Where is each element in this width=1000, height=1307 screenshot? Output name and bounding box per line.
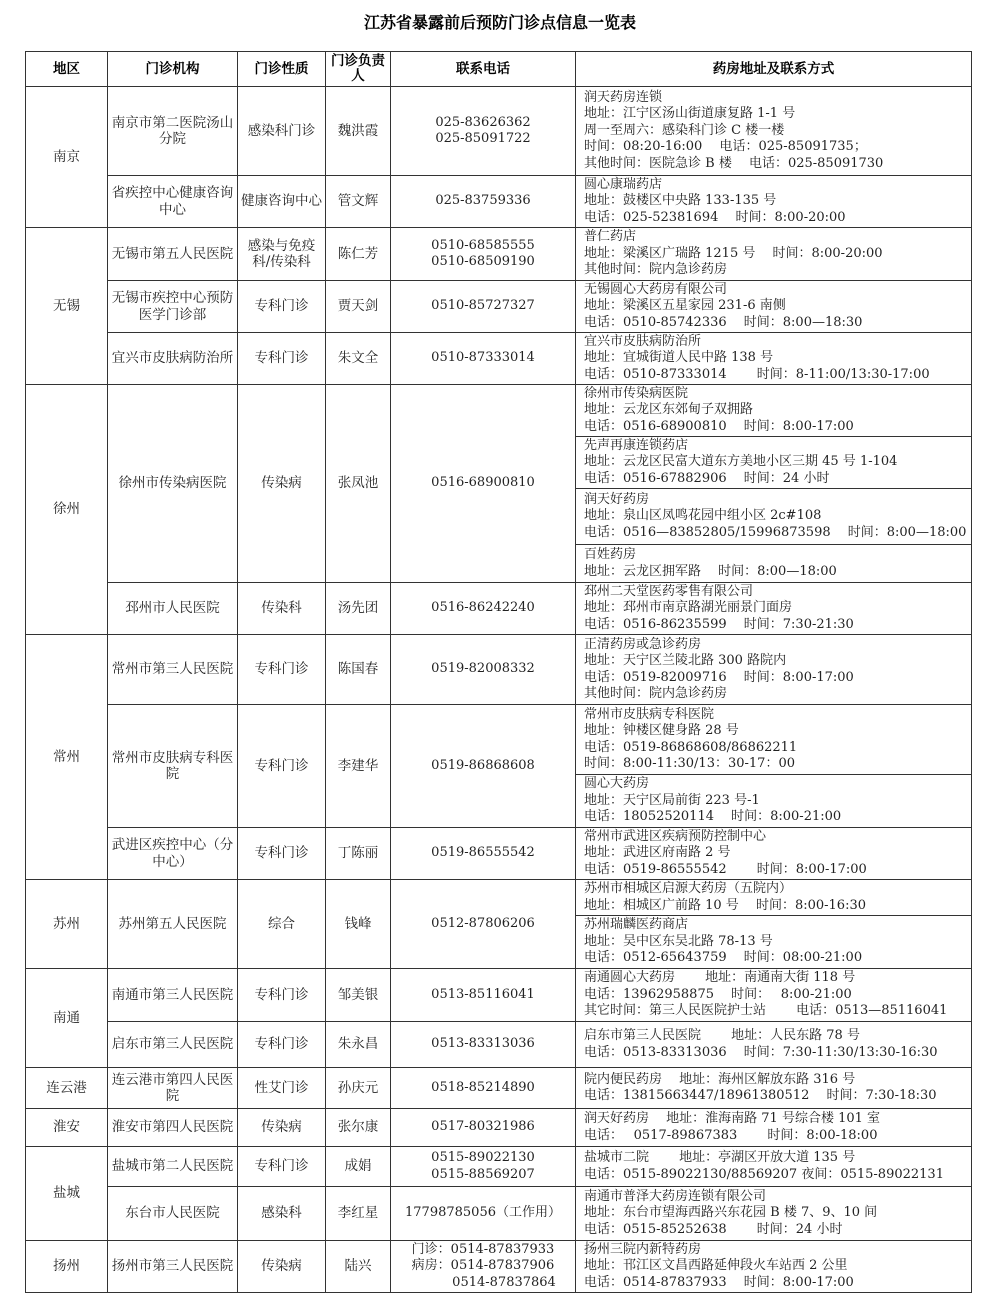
- pharmacy-line: 南通市普泽大药房连锁有限公司: [584, 1188, 767, 1204]
- clinic-head: 朱文全: [326, 333, 391, 385]
- table-row: [26, 228, 972, 281]
- clinic-phone: 0519-82008332: [391, 635, 576, 705]
- pharmacy-line: 邳州二天堂医药零售有限公司: [584, 583, 754, 599]
- pharmacy-line: 地址：武进区府南路 2 号: [584, 845, 731, 861]
- pharmacy-line: 电话：0512-65643759 时间：08:00-21:00: [584, 950, 863, 966]
- pharmacy-info: [576, 880, 972, 916]
- clinic-phone: 0512-87806206: [391, 880, 576, 969]
- clinic-type: 专科门诊: [238, 1022, 326, 1068]
- clinic-org: 常州市第三人民医院: [108, 635, 238, 705]
- clinic-head: 贾天剑: [326, 281, 391, 333]
- pharmacy-line: 宜兴市皮肤病防治所: [584, 333, 702, 349]
- pharmacy-info: [576, 1068, 972, 1109]
- pharmacy-line: 地址：东台市望海西路兴东花园 B 楼 7、9、10 间: [584, 1205, 878, 1221]
- clinic-org: 邳州市人民医院: [108, 583, 238, 635]
- pharmacy-line: 润天好药房 地址：淮海南路 71 号综合楼 101 室: [584, 1111, 881, 1126]
- pharmacy-line: 时间：8:00-11:30/13：30-17：00: [584, 756, 795, 771]
- clinic-head: 管文辉: [326, 176, 391, 228]
- pharmacy-line: 百姓药房: [584, 547, 637, 562]
- pharmacy-info: [576, 775, 972, 828]
- pharmacy-line: 其他时间：医院急诊 B 楼 电话：025-85091730: [584, 155, 884, 171]
- pharmacy-info: [576, 916, 972, 969]
- pharmacy-line: 苏州市相城区启源大药房（五院内）: [584, 881, 793, 896]
- clinic-head: 张凤池: [326, 385, 391, 583]
- pharmacy-info: [576, 176, 972, 228]
- clinic-type: 传染科: [238, 583, 326, 635]
- pharmacy-info: [576, 1241, 972, 1293]
- clinic-head: 陈国春: [326, 635, 391, 705]
- pharmacy-line: 电话：0519-86555542 时间：8:00-17:00: [584, 861, 867, 877]
- clinic-head: 张尔康: [326, 1109, 391, 1147]
- pharmacy-line: 其它时间：第三人民医院护士站 电话：0513—85116041: [584, 1003, 948, 1019]
- clinic-phone: 0513-85116041: [391, 969, 576, 1022]
- region-cell: 连云港: [26, 1068, 108, 1109]
- pharmacy-line: 地址：钟楼区健身路 28 号: [584, 723, 739, 738]
- pharmacy-line: 电话：025-52381694 时间：8:00-20:00: [584, 209, 846, 225]
- pharmacy-line: 润天好药房: [584, 491, 650, 507]
- pharmacy-line: 电话：0516-86235599 时间：7:30-21:30: [584, 616, 854, 632]
- phone-line: 门诊：0514-87837933: [411, 1241, 555, 1257]
- clinic-org: 淮安市第四人民医院: [108, 1109, 238, 1147]
- table-row: [26, 583, 972, 635]
- pharmacy-line: 苏州瑞麟医药商店: [584, 917, 689, 933]
- pharmacy-line: 地址：鼓楼区中央路 133-135 号: [584, 193, 777, 209]
- table-row: [26, 1109, 972, 1147]
- pharmacy-line: 无锡圆心大药房有限公司: [584, 281, 728, 297]
- clinic-org: 无锡市第五人民医院: [108, 228, 238, 281]
- pharmacy-info: [576, 583, 972, 635]
- clinic-head: 钱峰: [326, 880, 391, 969]
- pharmacy-line: 普仁药店: [584, 229, 637, 245]
- clinic-type: 健康咨询中心: [238, 176, 326, 228]
- clinic-org: 武进区疾控中心（分中心）: [108, 828, 238, 880]
- pharmacy-line: 电话： 0517-89867383 时间：8:00-18:00: [584, 1127, 878, 1143]
- pharmacy-info: [576, 333, 972, 385]
- pharmacy-info: [576, 489, 972, 545]
- region-cell: 南通: [26, 969, 108, 1068]
- pharmacy-info: [576, 1022, 972, 1068]
- pharmacy-line: 电话：0516-68900810 时间：8:00-17:00: [584, 418, 854, 434]
- pharmacy-line: 地址：云龙区拥军路 时间：8:00—18:00: [584, 563, 837, 579]
- pharmacy-line: 圆心大药房: [584, 776, 650, 792]
- clinic-head: 魏洪霞: [326, 87, 391, 176]
- clinic-phone: 0510-87333014: [391, 333, 576, 385]
- clinic-phone: [391, 1241, 576, 1293]
- pharmacy-line: 地址：天宁区局前街 223 号-1: [584, 792, 760, 808]
- clinic-org: 扬州市第三人民医院: [108, 1241, 238, 1293]
- table-row: [26, 333, 972, 385]
- pharmacy-line: 电话：0516-67882906 时间：24 小时: [584, 470, 830, 486]
- clinic-phone: [391, 228, 576, 281]
- clinic-type: 性艾门诊: [238, 1068, 326, 1109]
- pharmacy-line: 常州市皮肤病专科医院: [584, 706, 715, 722]
- pharmacy-info: [576, 228, 972, 281]
- pharmacy-line: 地址：邗江区文昌西路延伸段火车站西 2 公里: [584, 1258, 848, 1274]
- clinic-table: [25, 51, 972, 1293]
- clinic-org: 启东市第三人民医院: [108, 1022, 238, 1068]
- clinic-phone: 025-83759336: [391, 176, 576, 228]
- pharmacy-info: [576, 828, 972, 880]
- clinic-type: 专科门诊: [238, 828, 326, 880]
- clinic-type: 专科门诊: [238, 635, 326, 705]
- clinic-phone: 0513-83313036: [391, 1022, 576, 1068]
- clinic-head: 孙庆元: [326, 1068, 391, 1109]
- clinic-type: 传染病: [238, 1109, 326, 1147]
- pharmacy-line: 其他时间：院内急诊药房: [584, 686, 728, 701]
- clinic-type: 感染科: [238, 1187, 326, 1241]
- header-type: 门诊性质: [238, 52, 326, 87]
- clinic-org: 省疾控中心健康咨询中心: [108, 176, 238, 228]
- region-cell: 盐城: [26, 1147, 108, 1241]
- pharmacy-line: 润天药房连锁: [584, 89, 663, 105]
- pharmacy-info: [576, 1187, 972, 1241]
- pharmacy-line: 其他时间：院内急诊药房: [584, 262, 728, 278]
- pharmacy-line: 周一至周六：感染科门诊 C 楼一楼: [584, 122, 785, 138]
- pharmacy-line: 电话：13962958875 时间： 8:00-21:00: [584, 986, 852, 1002]
- table-row: [26, 1068, 972, 1109]
- phone-line: 0510-68509190: [431, 254, 535, 269]
- pharmacy-info: [576, 635, 972, 705]
- clinic-type: 传染病: [238, 1241, 326, 1293]
- table-row: [26, 87, 972, 176]
- pharmacy-info: [576, 1147, 972, 1187]
- region-cell: 南京: [26, 87, 108, 228]
- table-row: [26, 1022, 972, 1068]
- header-phone: 联系电话: [391, 52, 576, 87]
- pharmacy-line: 地址：云龙区东郊甸子双拥路: [584, 402, 754, 418]
- pharmacy-line: 启东市第三人民医院 地址：人民东路 78 号: [584, 1028, 860, 1043]
- pharmacy-line: 电话：0513-83313036 时间：7:30-11:30/13:30-16:30: [584, 1044, 938, 1060]
- pharmacy-line: 地址：云龙区民富大道东方美地小区三期 45 号 1-104: [584, 454, 898, 470]
- clinic-org: 徐州市传染病医院: [108, 385, 238, 583]
- pharmacy-line: 地址：宜城街道人民中路 138 号: [584, 350, 774, 366]
- pharmacy-line: 地址：相城区广前路 10 号 时间：8:00-16:30: [584, 897, 866, 913]
- clinic-org: 常州市皮肤病专科医院: [108, 705, 238, 828]
- pharmacy-line: 地址：泉山区凤鸣花园中组小区 2c#108: [584, 508, 822, 524]
- clinic-type: 感染与免疫科/传染科: [238, 228, 326, 281]
- clinic-phone: [391, 87, 576, 176]
- clinic-type: 专科门诊: [238, 969, 326, 1022]
- phone-line: 025-85091722: [435, 131, 531, 146]
- header-head: 门诊负责人: [326, 52, 391, 87]
- pharmacy-line: 电话：0516—83852805/15996873598 时间：8:00—18:00: [584, 524, 967, 540]
- clinic-org: 盐城市第二人民医院: [108, 1147, 238, 1187]
- clinic-phone: 0516-86242240: [391, 583, 576, 635]
- phone-line: 0515-88569207: [431, 1166, 535, 1182]
- clinic-head: 丁陈丽: [326, 828, 391, 880]
- pharmacy-line: 地址：天宁区兰陵北路 300 路院内: [584, 653, 787, 668]
- document-title: 江苏省暴露前后预防门诊点信息一览表: [363, 13, 636, 32]
- pharmacy-line: 先声再康连锁药店: [584, 437, 689, 453]
- region-cell: 淮安: [26, 1109, 108, 1147]
- clinic-head: 李红星: [326, 1187, 391, 1241]
- pharmacy-line: 地址：梁溪区五星家园 231-6 南侧: [584, 298, 786, 314]
- header-clinic: 门诊机构: [108, 52, 238, 87]
- phone-line: 0510-68585555: [431, 237, 535, 253]
- pharmacy-line: 地址：吴中区东吴北路 78-13 号: [584, 933, 773, 949]
- table-row: [26, 705, 972, 775]
- header-pharmacy: 药房地址及联系方式: [576, 52, 972, 87]
- clinic-phone: 0518-85214890: [391, 1068, 576, 1109]
- pharmacy-line: 时间：08:20-16:00 电话：025-85091735；: [584, 139, 867, 155]
- clinic-head: 汤先团: [326, 583, 391, 635]
- table-row: [26, 828, 972, 880]
- pharmacy-line: 南通圆心大药房 地址：南通南大街 118 号: [584, 970, 856, 986]
- pharmacy-line: 电话：18052520114 时间：8:00-21:00: [584, 809, 842, 825]
- clinic-org: 连云港市第四人民医院: [108, 1068, 238, 1109]
- table-row: [26, 385, 972, 437]
- pharmacy-line: 徐州市传染病医院: [584, 385, 689, 401]
- pharmacy-info: [576, 705, 972, 775]
- clinic-org: 无锡市疾控中心预防医学门诊部: [108, 281, 238, 333]
- region-cell: 无锡: [26, 228, 108, 385]
- region-cell: 扬州: [26, 1241, 108, 1293]
- table-header-row: [26, 52, 972, 87]
- clinic-phone: [391, 1147, 576, 1187]
- pharmacy-line: 电话：0515-85252638 时间：24 小时: [584, 1221, 843, 1237]
- pharmacy-line: 电话：0515-89022130/88569207 夜间：0515-89022131: [584, 1166, 944, 1182]
- pharmacy-line: 电话：0519-86868608/86862211: [584, 739, 798, 755]
- table-row: [26, 1241, 972, 1293]
- pharmacy-info: [576, 437, 972, 489]
- header-region: 地区: [26, 52, 108, 87]
- table-row: [26, 635, 972, 705]
- pharmacy-info: [576, 969, 972, 1022]
- pharmacy-line: 地址：邳州市南京路湖光丽景门面房: [584, 600, 793, 616]
- clinic-org: 南通市第三人民医院: [108, 969, 238, 1022]
- clinic-type: 专科门诊: [238, 333, 326, 385]
- pharmacy-info: [576, 87, 972, 176]
- pharmacy-line: 电话：0510-85742336 时间：8:00—18:30: [584, 314, 863, 330]
- clinic-org: 苏州第五人民医院: [108, 880, 238, 969]
- clinic-org: 南京市第二医院汤山分院: [108, 87, 238, 176]
- clinic-phone: 0519-86555542: [391, 828, 576, 880]
- pharmacy-line: 电话：0510-87333014 时间：8-11:00/13:30-17:00: [584, 366, 930, 382]
- pharmacy-line: 电话：13815663447/18961380512 时间：7:30-18:30: [584, 1088, 937, 1103]
- clinic-phone: 0519-86868608: [391, 705, 576, 828]
- table-row: [26, 969, 972, 1022]
- clinic-phone: 0516-68900810: [391, 385, 576, 583]
- pharmacy-line: 电话：0519-82009716 时间：8:00-17:00: [584, 669, 854, 685]
- clinic-type: 专科门诊: [238, 705, 326, 828]
- clinic-phone: 17798785056（工作用）: [391, 1187, 576, 1241]
- region-cell: 徐州: [26, 385, 108, 635]
- pharmacy-line: 扬州三院内新特药房: [584, 1241, 702, 1257]
- table-row: [26, 1147, 972, 1187]
- clinic-phone: 0510-85727327: [391, 281, 576, 333]
- clinic-type: 传染病: [238, 385, 326, 583]
- clinic-type: 感染科门诊: [238, 87, 326, 176]
- clinic-head: 陆兴: [326, 1241, 391, 1293]
- table-row: [26, 281, 972, 333]
- phone-line: 0515-89022130: [431, 1150, 535, 1165]
- clinic-type: 专科门诊: [238, 1147, 326, 1187]
- pharmacy-line: 常州市武进区疾病预防控制中心: [584, 828, 767, 844]
- region-cell: 苏州: [26, 880, 108, 969]
- region-cell: 常州: [26, 635, 108, 880]
- pharmacy-line: 地址：江宁区汤山街道康复路 1-1 号: [584, 106, 796, 122]
- pharmacy-info: [576, 281, 972, 333]
- phone-line: 病房：0514-87837906: [411, 1258, 555, 1274]
- clinic-head: 邹美银: [326, 969, 391, 1022]
- clinic-type: 综合: [238, 880, 326, 969]
- phone-line: 025-83626362: [435, 114, 531, 130]
- clinic-phone: 0517-80321986: [391, 1109, 576, 1147]
- clinic-org: 宜兴市皮肤病防治所: [108, 333, 238, 385]
- pharmacy-info: [576, 545, 972, 583]
- pharmacy-line: 电话：0514-87837933 时间：8:00-17:00: [584, 1274, 854, 1290]
- pharmacy-line: 圆心康瑞药店: [584, 176, 663, 192]
- pharmacy-line: 地址：梁溪区广瑞路 1215 号 时间：8:00-20:00: [584, 245, 883, 261]
- clinic-type: 专科门诊: [238, 281, 326, 333]
- pharmacy-line: 正清药房或急诊药房: [584, 636, 702, 652]
- clinic-head: 李建华: [326, 705, 391, 828]
- pharmacy-line: 盐城市二院 地址：亭湖区开放大道 135 号: [584, 1150, 856, 1165]
- table-row: [26, 176, 972, 228]
- pharmacy-line: 院内便民药房 地址：海州区解放东路 316 号: [584, 1071, 856, 1087]
- table-row: [26, 1187, 972, 1241]
- clinic-head: 朱永昌: [326, 1022, 391, 1068]
- pharmacy-info: [576, 385, 972, 437]
- clinic-head: 成娟: [326, 1147, 391, 1187]
- clinic-org: 东台市人民医院: [108, 1187, 238, 1241]
- pharmacy-info: [576, 1109, 972, 1147]
- table-row: [26, 880, 972, 916]
- clinic-head: 陈仁芳: [326, 228, 391, 281]
- phone-line: 0514-87837864: [452, 1274, 556, 1290]
